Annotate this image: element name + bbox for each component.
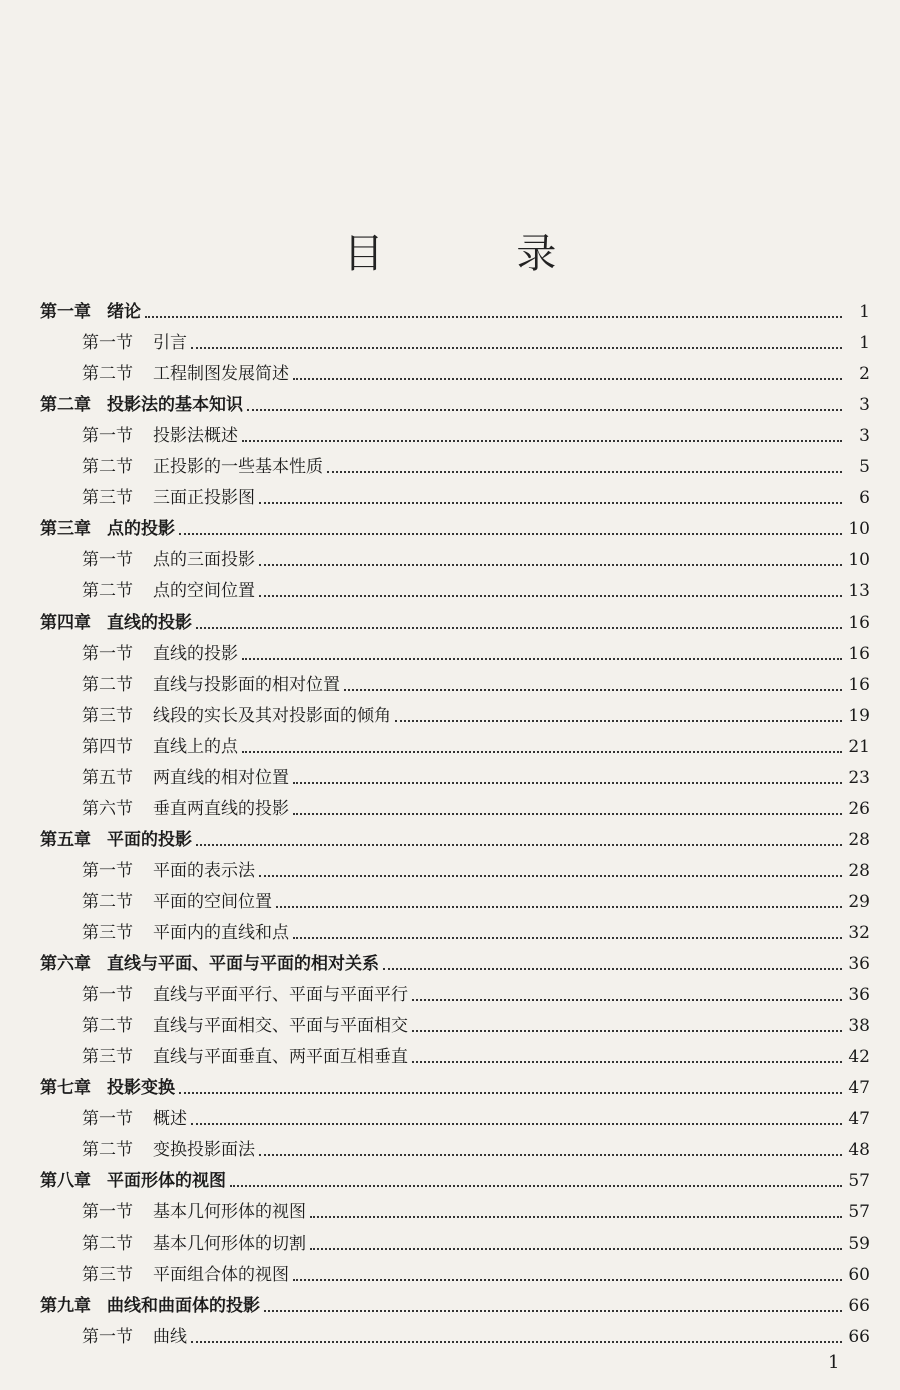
toc-chapter-row [40,293,870,323]
toc-entry-title: 工程制图发展简述 [153,364,289,385]
toc-entry-page: 19 [848,705,870,726]
dot-leader [293,1277,842,1281]
toc-entry-number: 第三节 [82,705,133,726]
toc-entry-page: 26 [848,798,870,819]
dot-leader [242,656,842,660]
toc-entry-title: 投影法概述 [153,426,238,447]
toc-entry-page: 16 [848,643,870,664]
toc-entry-title: 平面的空间位置 [153,891,272,912]
dot-leader [259,562,842,566]
toc-entry-number: 第一节 [82,985,133,1006]
toc-entry-title: 概述 [153,1109,187,1130]
toc-entry-number: 第二章 [40,395,91,416]
toc-entry-title: 变换投影面法 [153,1140,255,1161]
dot-leader [259,593,842,597]
toc-entry-page: 1 [859,302,870,322]
dot-leader [191,345,842,349]
toc-entry-title: 平面的投影 [107,829,192,850]
toc-entry-title: 绪论 [107,302,141,322]
dot-leader [293,811,842,815]
toc-entry-number: 第一节 [82,333,133,354]
toc-entry-page: 66 [848,1326,870,1347]
toc-entry-page: 21 [848,736,870,757]
toc-entry-page: 3 [859,426,870,447]
toc-entry-title: 点的空间位置 [153,581,255,602]
dot-leader [230,1183,842,1187]
toc-entry-title: 线段的实长及其对投影面的倾角 [153,705,391,726]
dot-leader [191,1339,842,1343]
toc-entry-number: 第九章 [40,1295,91,1316]
toc-section-row [82,697,870,727]
dot-leader [179,1090,842,1094]
toc-entry-page: 47 [848,1078,870,1099]
toc-entry-page: 29 [848,891,870,912]
toc-entry-number: 第一节 [82,1202,133,1223]
toc-entry-title: 直线的投影 [153,643,238,664]
toc-entry-number: 第四节 [82,736,133,757]
toc-entry-number: 第一节 [82,550,133,571]
toc-entry-title: 基本几何形体的切割 [153,1233,306,1254]
dot-leader [412,1028,842,1032]
toc-entry-number: 第六章 [40,954,91,975]
toc-section-row [82,541,870,571]
dot-leader [327,469,842,473]
toc-entry-number: 第二节 [82,364,133,385]
toc-entry-title: 平面内的直线和点 [153,923,289,943]
toc-section-row [82,635,870,665]
toc-entry-number: 第二节 [82,1016,133,1037]
toc-entry-title: 平面组合体的视图 [153,1264,289,1285]
toc-entry-title: 直线上的点 [153,736,238,757]
dot-leader [259,500,842,504]
toc-section-row [82,355,870,385]
toc-entry-page: 28 [848,860,870,881]
dot-leader [293,780,842,784]
toc-entry-page: 16 [848,674,870,695]
dot-leader [191,1121,842,1125]
toc-entry-page: 16 [848,612,870,633]
toc-entry-number: 第二节 [82,891,133,912]
dot-leader [247,407,842,411]
toc-entry-number: 第二节 [82,581,133,602]
toc-entry-title: 直线与投影面的相对位置 [153,674,340,695]
toc-section-row [82,448,870,478]
toc-section-row [82,1007,870,1037]
toc-entry-number: 第五节 [82,767,133,788]
toc-entry-title: 正投影的一些基本性质 [153,457,323,478]
dot-leader [145,314,842,318]
toc-entry-number: 第六节 [82,798,133,819]
toc-entry-number: 第一节 [82,426,133,447]
toc-entry-number: 第一章 [40,302,91,322]
page-number: 1 [828,1352,840,1373]
dot-leader [310,1246,842,1250]
toc-section-row [82,976,870,1006]
toc-entry-page: 13 [848,581,870,602]
toc-entry-page: 10 [848,519,870,540]
toc-entry-page: 3 [859,395,870,416]
dot-leader [383,966,842,970]
dot-leader [259,1152,842,1156]
dot-leader [310,1214,842,1218]
toc-chapter-row [40,604,870,634]
toc-entry-title: 曲线和曲面体的投影 [107,1295,260,1316]
toc-chapter-row [40,821,870,851]
toc-entry-page: 57 [848,1202,870,1223]
dot-leader [344,687,842,691]
toc-entry-number: 第四章 [40,612,91,633]
toc-chapter-row [40,945,870,975]
toc-entry-title: 直线与平面、平面与平面的相对关系 [107,954,379,975]
toc-entry-number: 第三节 [82,1047,133,1068]
toc-entry-page: 10 [848,550,870,571]
toc-entry-title: 两直线的相对位置 [153,767,289,788]
toc-section-row [82,324,870,354]
dot-leader [293,376,842,380]
toc-entry-title: 直线与平面平行、平面与平面平行 [153,985,408,1006]
toc-section-row [82,1318,870,1348]
page-title: 目 录 [343,231,617,277]
toc-section-row [82,1131,870,1161]
toc-chapter-row [40,1162,870,1192]
toc-entry-number: 第三节 [82,1264,133,1285]
dot-leader [242,438,842,442]
toc-section-row [82,914,870,944]
dot-leader [276,904,842,908]
toc-entry-number: 第二节 [82,674,133,695]
toc-entry-page: 6 [859,488,870,509]
toc-entry-page: 1 [859,333,870,354]
toc-entry-title: 直线与平面垂直、两平面互相垂直 [153,1047,408,1068]
toc-entry-page: 5 [859,457,870,478]
toc-entry-title: 平面的表示法 [153,860,255,881]
toc-entry-page: 36 [848,985,870,1006]
toc-section-row [82,572,870,602]
toc-entry-number: 第八章 [40,1171,91,1192]
toc-entry-title: 投影法的基本知识 [107,395,243,416]
dot-leader [196,625,842,629]
toc-section-row [82,852,870,882]
dot-leader [264,1308,842,1312]
dot-leader [412,997,842,1001]
toc-entry-number: 第一节 [82,1109,133,1130]
dot-leader [395,718,842,722]
toc-entry-number: 第三节 [82,923,133,943]
toc-section-row [82,417,870,447]
toc-entry-page: 38 [848,1016,870,1037]
dot-leader [259,873,842,877]
toc-chapter-row [40,1069,870,1099]
toc-entry-page: 60 [848,1264,870,1285]
toc-entry-title: 点的投影 [107,519,175,540]
dot-leader [412,1059,842,1063]
dot-leader [196,842,842,846]
toc-entry-title: 平面形体的视图 [107,1171,226,1192]
toc-section-row [82,1256,870,1286]
toc-section-row [82,883,870,913]
toc-section-row [82,479,870,509]
toc-entry-number: 第二节 [82,1140,133,1161]
toc-entry-number: 第三章 [40,519,91,540]
toc-entry-page: 59 [848,1233,870,1254]
toc-section-row [82,728,870,758]
toc-entry-title: 基本几何形体的视图 [153,1202,306,1223]
toc-section-row [82,666,870,696]
toc-entry-page: 42 [848,1047,870,1068]
toc-entry-number: 第七章 [40,1078,91,1099]
toc-section-row [82,1038,870,1068]
dot-leader [242,749,842,753]
toc-entry-page: 48 [848,1140,870,1161]
toc-entry-title: 曲线 [153,1326,187,1347]
toc-section-row [82,759,870,789]
toc-entry-title: 三面正投影图 [153,488,255,509]
toc-section-row [82,1193,870,1223]
toc-entry-page: 2 [859,364,870,385]
toc-entry-title: 投影变换 [107,1078,175,1099]
toc-entry-number: 第五章 [40,829,91,850]
toc-entry-title: 直线与平面相交、平面与平面相交 [153,1016,408,1037]
toc-section-row [82,1225,870,1255]
toc-entry-number: 第一节 [82,860,133,881]
toc-section-row [82,1100,870,1130]
toc-entry-title: 直线的投影 [107,612,192,633]
toc-entry-number: 第二节 [82,1233,133,1254]
toc-chapter-row [40,510,870,540]
toc-entry-page: 57 [848,1171,870,1192]
toc-chapter-row [40,1287,870,1317]
toc-entry-page: 23 [848,767,870,788]
toc-entry-number: 第一节 [82,1326,133,1347]
toc-entry-page: 47 [848,1109,870,1130]
toc-entry-number: 第二节 [82,457,133,478]
toc-entry-title: 点的三面投影 [153,550,255,571]
toc-entry-page: 66 [848,1295,870,1316]
toc-entry-title: 引言 [153,333,187,354]
toc-entry-page: 28 [848,829,870,850]
toc-entry-title: 垂直两直线的投影 [153,798,289,819]
toc-entry-page: 32 [848,923,870,943]
toc-section-row [82,790,870,820]
toc-entry-page: 36 [848,954,870,975]
dot-leader [293,935,842,939]
toc-chapter-row [40,386,870,416]
toc-entry-number: 第一节 [82,643,133,664]
dot-leader [179,531,842,535]
toc-entry-number: 第三节 [82,488,133,509]
